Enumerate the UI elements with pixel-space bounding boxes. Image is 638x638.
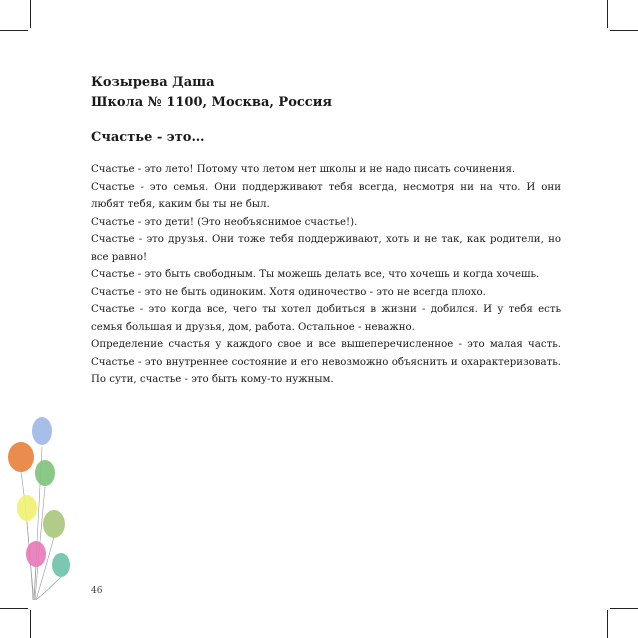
balloon-pink-icon — [26, 541, 46, 567]
crop-mark-top-left-h — [0, 30, 28, 31]
essay-paragraph: Счастье - это друзья. Они тоже тебя поддерживают, хоть и не так, как родители, но все равно! — [91, 234, 561, 263]
balloon-olive-icon — [43, 510, 65, 538]
school-info: Школа № 1100, Москва, Россия — [91, 95, 332, 110]
essay-title: Счастье - это… — [91, 130, 205, 145]
author-name: Козырева Даша — [91, 75, 215, 90]
essay-paragraph: Счастье - это лето! Потому что летом нет школы и не надо писать сочинения. — [91, 164, 516, 175]
crop-mark-bottom-left-v — [30, 610, 31, 638]
balloon-string — [21, 472, 33, 600]
balloon-string — [36, 577, 61, 600]
balloon-orange-icon — [8, 442, 34, 472]
crop-mark-top-left-v — [30, 0, 31, 28]
balloon-yellow-icon — [17, 495, 37, 521]
essay-paragraph: Счастье - это быть свободным. Ты можешь делать все, что хочешь и когда хочешь. — [91, 269, 540, 280]
essay-body — [91, 161, 561, 389]
essay-paragraph: Счастье - это когда все, чего ты хотел добиться в жизни - добился. И у тебя есть семья большая и друзья, дом, работа. Остальное - неважно. — [91, 304, 561, 333]
essay-paragraph: Определение счастья у каждого свое и все вышеперечисленное - это малая часть. Счастье - это внутреннее состояние и его невозможно объяснить и охарактеризовать. По сути, счастье - это быть кому-то нужным. — [91, 339, 561, 385]
essay-paragraph: Счастье - это не быть одиноким. Хотя одиночество - это не всегда плохо. — [91, 286, 486, 298]
balloons-illustration — [0, 410, 103, 610]
essay-paragraph: Счастье - это семья. Они поддерживают тебя всегда, несмотря ни на что. И они любят тебя, каким бы ты не был. — [91, 181, 561, 210]
crop-mark-top-right-v — [607, 0, 608, 28]
crop-mark-bottom-right-h — [610, 608, 638, 609]
balloon-teal-icon — [52, 553, 70, 577]
essay-paragraph: Счастье - это дети! (Это необъяснимое счастье!). — [91, 216, 358, 228]
page-number: 46 — [91, 586, 103, 596]
crop-mark-bottom-right-v — [607, 610, 608, 638]
crop-mark-top-right-h — [610, 30, 638, 31]
balloon-blue-icon — [32, 417, 52, 445]
balloon-green-icon — [35, 460, 55, 486]
